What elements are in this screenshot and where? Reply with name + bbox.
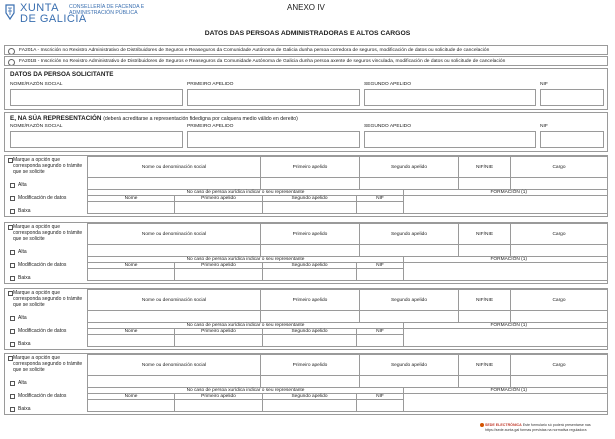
header-checkbox[interactable]	[8, 225, 13, 230]
column-header-second-surname: Segundo apelido	[359, 223, 459, 245]
training-input[interactable]	[403, 393, 608, 412]
rep-name-input[interactable]	[87, 268, 175, 281]
option-alta-label: Alta	[18, 182, 27, 188]
rep-column-name: Nome	[87, 328, 175, 335]
person-block	[4, 288, 608, 350]
logo-text-galicia: DE GALICIA	[20, 13, 87, 25]
rep-column-name: Nome	[87, 262, 175, 269]
option-modification-label: Modificación de datos	[18, 195, 67, 201]
legal-person-note: No caso de persoa xurídica indicar o seu representante	[87, 387, 404, 394]
rep-nif-input[interactable]	[356, 334, 404, 347]
column-header-name: Nome ou denominación social	[87, 223, 261, 245]
option-baixa-checkbox[interactable]	[10, 342, 15, 347]
footer	[485, 423, 610, 432]
option-alta-label: Alta	[18, 380, 27, 386]
column-header-first-surname: Primeiro apelido	[260, 354, 360, 376]
field-label-nif: NIF	[540, 82, 548, 87]
column-header-second-surname: Segundo apelido	[359, 156, 459, 178]
section-title-text: E, NA SÚA REPRESENTACIÓN	[10, 115, 102, 122]
procedure-option-fa201b[interactable]	[4, 56, 608, 66]
column-header-first-surname: Primeiro apelido	[260, 223, 360, 245]
logo-text-xunta: XUNTA	[20, 2, 59, 14]
column-header-cargo: Cargo	[510, 289, 608, 311]
option-baixa-checkbox[interactable]	[10, 407, 15, 412]
column-header-second-surname: Segundo apelido	[359, 354, 459, 376]
rep-name-input[interactable]	[87, 399, 175, 412]
training-header: FORMACIÓN (1)	[403, 256, 608, 263]
footer-url[interactable]: https://sede.xunta.gal	[485, 427, 520, 432]
option-baixa-label: Baixa	[18, 341, 31, 347]
column-header-name: Nome ou denominación social	[87, 289, 261, 311]
rep-column-first-surname: Primeiro apelido	[174, 195, 263, 202]
training-header: FORMACIÓN (1)	[403, 189, 608, 196]
field-label-nif: NIF	[540, 124, 548, 129]
applicant-name-field[interactable]	[10, 89, 183, 106]
rep-second-surname-input[interactable]	[262, 268, 357, 281]
rep-column-nif: NIF	[356, 328, 404, 335]
option-instructions: Marque a opción que corresponda segundo o trámite que se solicite	[13, 290, 83, 308]
option-instructions: Marque a opción que corresponda segundo o trámite que se solicite	[13, 157, 83, 175]
annex-label: ANEXO IV	[287, 3, 325, 12]
procedure-label: FA201B - Inscrición no Rexistro Administrativo de Distribuidores de Seguros e Reaseguros da Comunidade Autónoma de Galicia dunha persoa axente de seguros vinculada, modificación de datos ou solicitude de cancelación	[19, 59, 506, 64]
applicant-section	[4, 68, 608, 110]
section-title: DATOS DA PERSOA SOLICITANTE	[10, 71, 114, 78]
representative-first-surname-field[interactable]	[187, 131, 360, 148]
rep-column-first-surname: Primeiro apelido	[174, 328, 263, 335]
rep-column-nif: NIF	[356, 393, 404, 400]
training-input[interactable]	[403, 195, 608, 214]
representative-second-surname-field[interactable]	[364, 131, 536, 148]
rep-column-nif: NIF	[356, 262, 404, 269]
rep-first-surname-input[interactable]	[174, 334, 263, 347]
rep-column-second-surname: Segundo apelido	[262, 393, 357, 400]
rep-column-second-surname: Segundo apelido	[262, 328, 357, 335]
rep-second-surname-input[interactable]	[262, 201, 357, 214]
header-checkbox[interactable]	[8, 291, 13, 296]
rep-first-surname-input[interactable]	[174, 399, 263, 412]
option-instructions: Marque a opción que corresponda segundo o trámite que se solicite	[13, 355, 83, 373]
field-label-name: NOME/RAZÓN SOCIAL	[10, 82, 63, 87]
column-header-name: Nome ou denominación social	[87, 156, 261, 178]
xunta-emblem-icon	[3, 3, 17, 21]
rep-nif-input[interactable]	[356, 399, 404, 412]
representative-nif-field[interactable]	[540, 131, 604, 148]
rep-column-name: Nome	[87, 393, 175, 400]
section-note: (deberá acreditarse a representación fidedigna por calquera medio válido en dereito)	[103, 116, 298, 122]
column-header-cargo: Cargo	[510, 156, 608, 178]
column-header-nif-nie: NIF/NIE	[458, 156, 511, 178]
option-modification-checkbox[interactable]	[10, 196, 15, 201]
person-block	[4, 222, 608, 284]
rep-column-first-surname: Primeiro apelido	[174, 393, 263, 400]
radio-button[interactable]	[8, 48, 15, 55]
person-block	[4, 155, 608, 217]
rep-nif-input[interactable]	[356, 201, 404, 214]
legal-person-note: No caso de persoa xurídica indicar o seu representante	[87, 189, 404, 196]
rep-second-surname-input[interactable]	[262, 399, 357, 412]
option-modification-label: Modificación de datos	[18, 393, 67, 399]
column-header-nif-nie: NIF/NIE	[458, 223, 511, 245]
option-baixa-checkbox[interactable]	[10, 276, 15, 281]
radio-button[interactable]	[8, 59, 15, 66]
column-header-cargo: Cargo	[510, 354, 608, 376]
training-header: FORMACIÓN (1)	[403, 387, 608, 394]
header-checkbox[interactable]	[8, 158, 13, 163]
column-header-first-surname: Primeiro apelido	[260, 156, 360, 178]
rep-column-second-surname: Segundo apelido	[262, 262, 357, 269]
representative-section	[4, 112, 608, 152]
sede-icon	[480, 423, 484, 427]
option-baixa-label: Baixa	[18, 208, 31, 214]
legal-person-note: No caso de persoa xurídica indicar o seu representante	[87, 256, 404, 263]
field-label-second-surname: SEGUNDO APELIDO	[364, 124, 412, 129]
option-alta-checkbox[interactable]	[10, 250, 15, 255]
footer-line2: formas previstas na normativa reguladora	[520, 427, 587, 432]
rep-first-surname-input[interactable]	[174, 201, 263, 214]
training-input[interactable]	[403, 262, 608, 281]
option-alta-label: Alta	[18, 249, 27, 255]
rep-column-second-surname: Segundo apelido	[262, 195, 357, 202]
training-input[interactable]	[403, 328, 608, 347]
rep-name-input[interactable]	[87, 201, 175, 214]
option-baixa-label: Baixa	[18, 406, 31, 412]
rep-first-surname-input[interactable]	[174, 268, 263, 281]
department-name: CONSELLERÍA DE FACENDA E ADMINISTRACIÓN PÚBLICA	[69, 4, 145, 16]
rep-column-nif: NIF	[356, 195, 404, 202]
person-block	[4, 353, 608, 415]
representative-name-field[interactable]	[10, 131, 183, 148]
rep-column-name: Nome	[87, 195, 175, 202]
field-label-first-surname: PRIMEIRO APELIDO	[187, 82, 234, 87]
procedure-label: FA201A - Inscrición no Rexistro Administrativo de Distribuidores de Seguros e Reaseguros da Comunidade Autónoma de Galicia dunha persoa corredora de seguros, modificación de datos ou solicitude de cancelación	[19, 48, 490, 53]
field-label-first-surname: PRIMEIRO APELIDO	[187, 124, 234, 129]
column-header-first-surname: Primeiro apelido	[260, 289, 360, 311]
option-baixa-label: Baixa	[18, 275, 31, 281]
option-modification-checkbox[interactable]	[10, 329, 15, 334]
column-header-nif-nie: NIF/NIE	[458, 289, 511, 311]
option-alta-checkbox[interactable]	[10, 183, 15, 188]
page-title: DATOS DAS PERSOAS ADMINISTRADORAS E ALTOS CARGOS	[204, 30, 411, 37]
xunta-logo	[3, 3, 143, 27]
training-header: FORMACIÓN (1)	[403, 322, 608, 329]
applicant-second-surname-field[interactable]	[364, 89, 536, 106]
column-header-name: Nome ou denominación social	[87, 354, 261, 376]
field-label-second-surname: SEGUNDO APELIDO	[364, 82, 412, 87]
option-modification-checkbox[interactable]	[10, 394, 15, 399]
option-baixa-checkbox[interactable]	[10, 209, 15, 214]
column-header-cargo: Cargo	[510, 223, 608, 245]
rep-name-input[interactable]	[87, 334, 175, 347]
option-modification-label: Modificación de datos	[18, 262, 67, 268]
option-alta-checkbox[interactable]	[10, 316, 15, 321]
column-header-second-surname: Segundo apelido	[359, 289, 459, 311]
legal-person-note: No caso de persoa xurídica indicar o seu representante	[87, 322, 404, 329]
section-title	[10, 115, 298, 122]
option-instructions: Marque a opción que corresponda segundo o trámite que se solicite	[13, 224, 83, 242]
procedure-option-fa201a[interactable]	[4, 45, 608, 55]
option-modification-label: Modificación de datos	[18, 328, 67, 334]
rep-nif-input[interactable]	[356, 268, 404, 281]
option-alta-checkbox[interactable]	[10, 381, 15, 386]
field-label-name: NOME/RAZÓN SOCIAL	[10, 124, 63, 129]
rep-column-first-surname: Primeiro apelido	[174, 262, 263, 269]
option-modification-checkbox[interactable]	[10, 263, 15, 268]
column-header-nif-nie: NIF/NIE	[458, 354, 511, 376]
footer-line1: Este formulario só poderá presentarse nas	[522, 423, 591, 427]
sede-label: SEDE ELECTRÓNICA	[485, 423, 522, 427]
option-alta-label: Alta	[18, 315, 27, 321]
applicant-first-surname-field[interactable]	[187, 89, 360, 106]
rep-second-surname-input[interactable]	[262, 334, 357, 347]
applicant-nif-field[interactable]	[540, 89, 604, 106]
header-checkbox[interactable]	[8, 356, 13, 361]
